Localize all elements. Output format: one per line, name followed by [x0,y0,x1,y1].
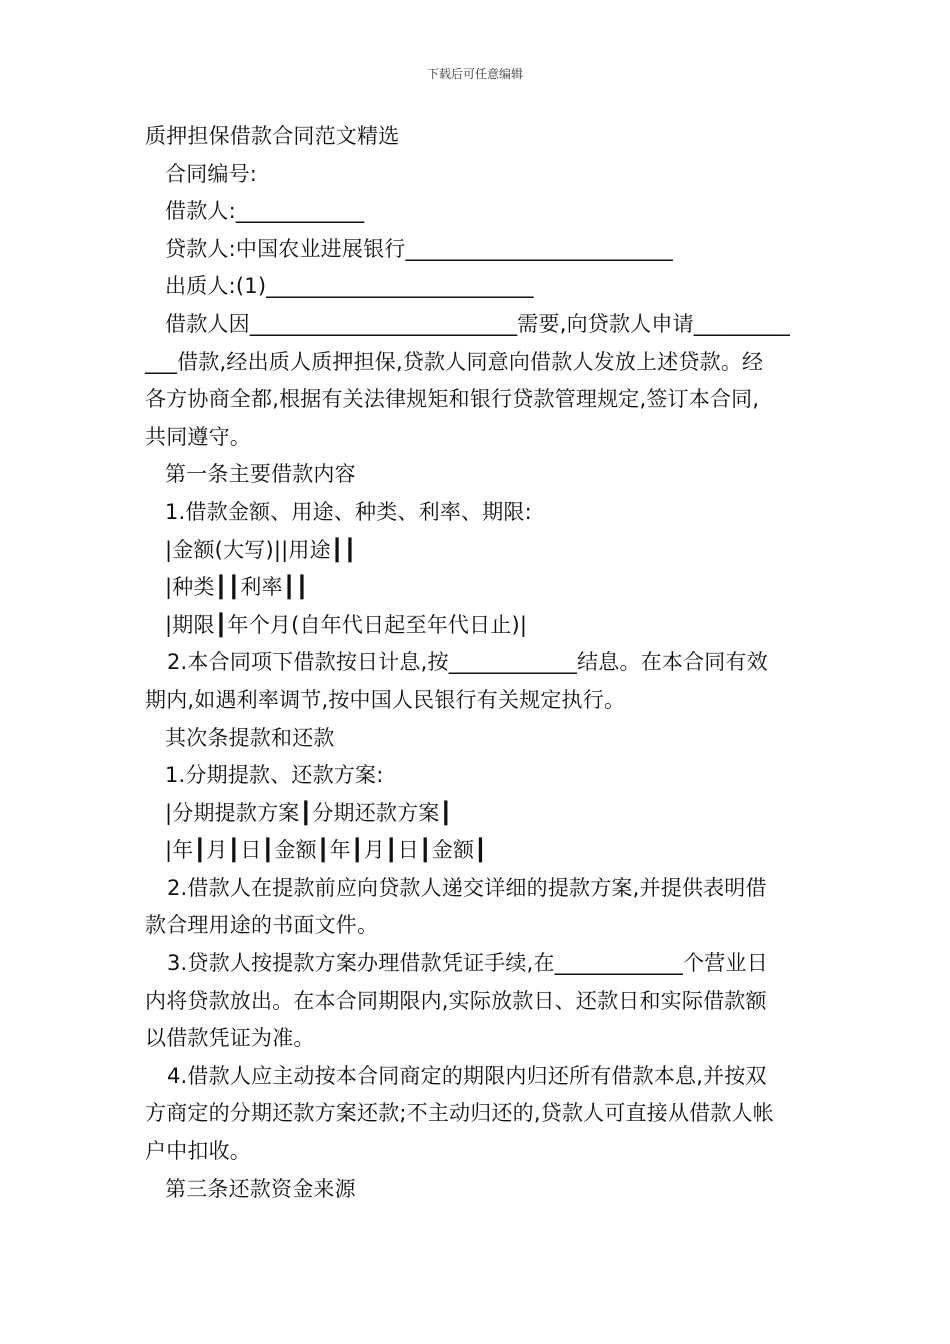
article-heading: 其次条提款和还款 [165,725,335,750]
table-row-line: |种类┃┃利率┃┃ [165,575,309,600]
contract-number-line: 合同编号: [165,161,258,186]
clause-line: 3.贷款人按提款方案办理借款凭证手续,在____________个营业日 [167,951,768,976]
document-title: 质押担保借款合同范文精选 [145,124,400,148]
paragraph-line: ___借款,经出质人质押担保,贷款人同意向借款人发放上述贷款。经 [145,349,764,374]
table-row-line: |年┃月┃日┃金额┃年┃月┃日┃金额┃ [165,838,488,863]
clause-line: 2.借款人在提款前应向贷款人递交详细的提款方案,并提供表明借 [167,875,767,900]
clause-line: 4.借款人应主动按本合同商定的期限内归还所有借款本息,并按双 [167,1063,767,1088]
paragraph-line: 内将贷款放出。在本合同期限内,实际放款日、还款日和实际借款额 [145,988,767,1013]
table-row-line: |期限┃年个月(自年代日起至年代日止)| [165,612,528,637]
paragraph-line: 期内,如遇利率调节,按中国人民银行有关规定执行。 [145,687,626,712]
paragraph-line: 共同遵守。 [145,424,251,449]
table-row-line: |分期提款方案┃分期还款方案┃ [165,800,453,825]
lender-line: 贷款人:中国农业进展银行_________________________ [165,236,673,261]
clause-line: 1.借款金额、用途、种类、利率、期限: [165,499,532,524]
pledgor-line: 出质人:(1)_________________________ [165,274,534,299]
paragraph-line: 以借款凭证为准。 [145,1026,315,1051]
borrower-line: 借款人:____________ [165,199,365,224]
clause-line: 1.分期提款、还款方案: [165,763,384,788]
clause-line: 2.本合同项下借款按日计息,按____________结息。在本合同有效 [167,650,768,675]
page-header-note: 下载后可任意编辑 [426,67,523,81]
table-row-line: |金额(大写)||用途┃┃ [165,537,357,562]
paragraph-line: 各方协商全都,根据有关法律规矩和银行贷款管理规定,签订本合同, [145,387,760,412]
paragraph-line: 借款人因_________________________需要,向贷款人申请_________ [165,311,791,336]
document-body [145,118,807,1208]
article-heading: 第一条主要借款内容 [165,462,356,487]
paragraph-line: 款合理用途的书面文件。 [145,913,379,938]
article-heading: 第三条还款资金来源 [165,1176,356,1201]
paragraph-line: 方商定的分期还款方案还款;不主动归还的,贷款人可直接从借款人帐 [145,1101,774,1126]
paragraph-line: 户中扣收。 [145,1139,251,1164]
